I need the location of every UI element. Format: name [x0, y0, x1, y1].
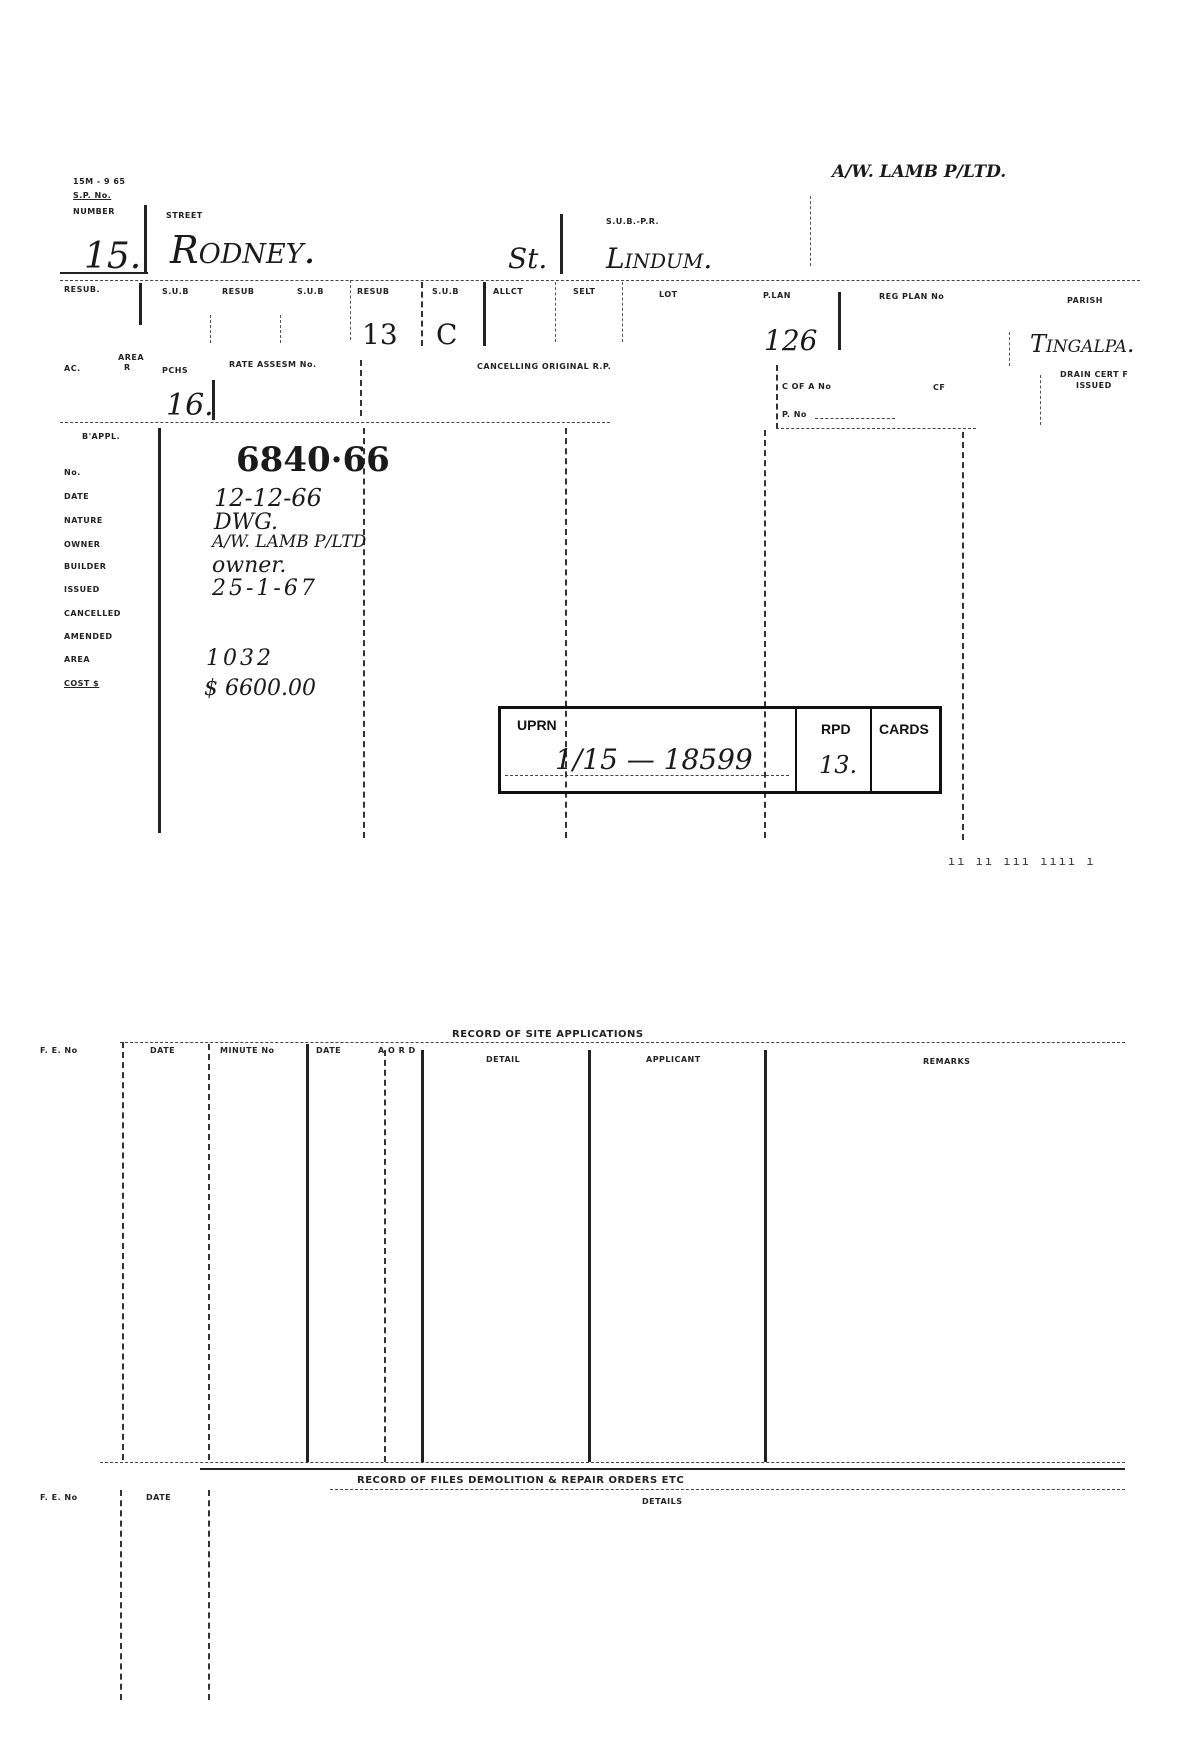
application-cost: $ 6600.00 [204, 676, 316, 701]
cf-label: CF [933, 383, 946, 392]
number-label: NUMBER [73, 207, 115, 216]
drain-cert-label: DRAIN CERT F [1060, 370, 1129, 379]
field-label-amended: AMENDED [64, 632, 113, 641]
building-application-label: B'APPL. [82, 432, 121, 441]
p-no-line [815, 418, 895, 419]
files-header-details: DETAILS [642, 1497, 683, 1506]
cancelling-label: CANCELLING ORIGINAL R.P. [477, 362, 612, 371]
drain-issued-label: ISSUED [1076, 381, 1112, 390]
sub-label-1: S.U.B [162, 287, 189, 296]
ba-column-line-1 [158, 428, 161, 833]
sub-pr-label: S.U.B.-P.R. [606, 217, 660, 226]
site-header-aord: A O R D [378, 1046, 416, 1055]
rpd-label: RPD [821, 721, 851, 737]
site-col-line-3 [306, 1044, 309, 1462]
pchs-label: PCHS [162, 366, 189, 375]
site-section-bottom-line [100, 1462, 1125, 1463]
uprn-box [498, 706, 942, 794]
files-header-fe-no: F. E. No [40, 1493, 78, 1502]
site-col-line-5 [421, 1050, 424, 1462]
field-label-date: DATE [64, 492, 90, 501]
rate-divider-3 [776, 365, 778, 429]
lot-row-top-line [60, 280, 1140, 281]
site-header-date-2: DATE [316, 1046, 342, 1055]
lot-divider-3 [280, 315, 281, 343]
resub-label-3: RESUB [357, 287, 390, 296]
resub-label-2: RESUB [222, 287, 255, 296]
resub-value: 13 [362, 318, 398, 351]
site-applications-title: RECORD OF SITE APPLICATIONS [452, 1029, 644, 1040]
field-label-nature: NATURE [64, 516, 103, 525]
site-col-line-1 [122, 1042, 124, 1460]
field-label-builder: BUILDER [64, 562, 107, 571]
files-col-line-2 [208, 1490, 210, 1700]
field-label-issued: ISSUED [64, 585, 100, 594]
scan-marks: ıı ıı ııı ıııı ı [948, 854, 1096, 868]
uprn-label: UPRN [517, 717, 557, 733]
application-date: 12-12-66 [214, 484, 322, 512]
lot-divider-10 [1009, 332, 1010, 366]
header-divider [810, 196, 811, 266]
lot-divider-7 [555, 282, 556, 342]
area-label: AREA [118, 353, 145, 362]
site-col-line-2 [208, 1044, 210, 1460]
rate-divider-2 [360, 360, 362, 416]
cofa-bottom-line [776, 428, 976, 429]
site-header-detail: DETAIL [486, 1055, 521, 1064]
site-header-applicant: APPLICANT [646, 1055, 701, 1064]
lot-divider-8 [622, 282, 623, 342]
number-underline [60, 272, 148, 274]
sp-no-label: S.P. No. [73, 191, 112, 200]
rate-row-bottom-line [60, 422, 610, 423]
application-area: 1032 [206, 646, 274, 671]
r-label: R [124, 363, 131, 372]
c-of-a-no-label: C OF A No [782, 382, 832, 391]
lot-divider-5 [421, 282, 423, 346]
uprn-value-line [505, 775, 789, 776]
cards-label: CARDS [879, 721, 929, 737]
files-title-underline [330, 1489, 1125, 1490]
lot-label: LOT [659, 290, 678, 299]
p-no-label: P. No [782, 410, 807, 419]
site-col-line-6 [588, 1050, 591, 1462]
lot-divider-4 [350, 280, 351, 340]
application-issued: 25-1-67 [212, 576, 318, 601]
selt-label: SELT [573, 287, 596, 296]
rate-divider-4 [1040, 375, 1041, 425]
uprn-box-divider-2 [870, 709, 872, 791]
site-header-date: DATE [150, 1046, 176, 1055]
site-header-remarks: REMARKS [923, 1057, 971, 1066]
sub-label-2: S.U.B [297, 287, 324, 296]
ba-column-line-2 [363, 428, 365, 838]
parish-value: Tingalpa. [1030, 330, 1135, 358]
owner-note: A/W. LAMB P/LTD. [832, 162, 1007, 182]
files-top-line [200, 1468, 1125, 1470]
form-code: 15M - 9 65 [73, 177, 126, 186]
site-header-fe-no: F. E. No [40, 1046, 78, 1055]
street-type: St. [508, 242, 548, 275]
application-nature: DWG. [214, 510, 279, 535]
application-owner: A/W. LAMB P/LTD [212, 532, 367, 552]
lot-divider-2 [210, 315, 211, 343]
site-col-line-4 [384, 1050, 386, 1462]
lot-divider-9 [838, 292, 841, 350]
application-builder: owner. [212, 553, 287, 578]
field-label-cost: COST $ [64, 679, 100, 688]
rpd-value: 13. [819, 751, 858, 779]
application-number: 6840·66 [236, 440, 390, 480]
sub-value: C [436, 318, 458, 351]
street-label: STREET [166, 211, 203, 220]
field-label-cancelled: CANCELLED [64, 609, 121, 618]
pchs-value: 16. [166, 388, 214, 423]
files-record-title: RECORD OF FILES DEMOLITION & REPAIR ORDERS ETC [357, 1475, 685, 1486]
parish-label: PARISH [1067, 296, 1103, 305]
lot-divider-6 [483, 282, 486, 346]
files-col-line-1 [120, 1490, 122, 1700]
ac-label: AC. [64, 364, 81, 373]
plan-label: P.LAN [763, 291, 791, 300]
street-number: 15. [84, 236, 142, 277]
uprn-value: 1/15 — 18599 [555, 743, 753, 776]
plan-value: 126 [764, 324, 818, 357]
suburb-name: Lindum. [606, 242, 713, 275]
rate-assessm-no-label: RATE ASSESM No. [229, 360, 317, 369]
address-divider-2 [560, 214, 563, 274]
sub-label-3: S.U.B [432, 287, 459, 296]
address-divider-1 [144, 205, 147, 273]
street-name: Rodney. [170, 228, 316, 272]
ba-column-line-5 [962, 432, 964, 840]
field-label-no: No. [64, 468, 81, 477]
lot-divider-1 [139, 283, 142, 325]
field-label-area: AREA [64, 655, 91, 664]
allct-label: ALLCT [493, 287, 524, 296]
site-header-minute-no: MINUTE No [220, 1046, 275, 1055]
uprn-box-divider-1 [795, 709, 797, 791]
site-col-line-7 [764, 1050, 767, 1462]
files-header-date: DATE [146, 1493, 172, 1502]
field-label-owner: OWNER [64, 540, 101, 549]
reg-plan-no-label: REG PLAN No [879, 292, 945, 301]
site-header-top-line [120, 1042, 1125, 1043]
resub-label: RESUB. [64, 285, 101, 294]
